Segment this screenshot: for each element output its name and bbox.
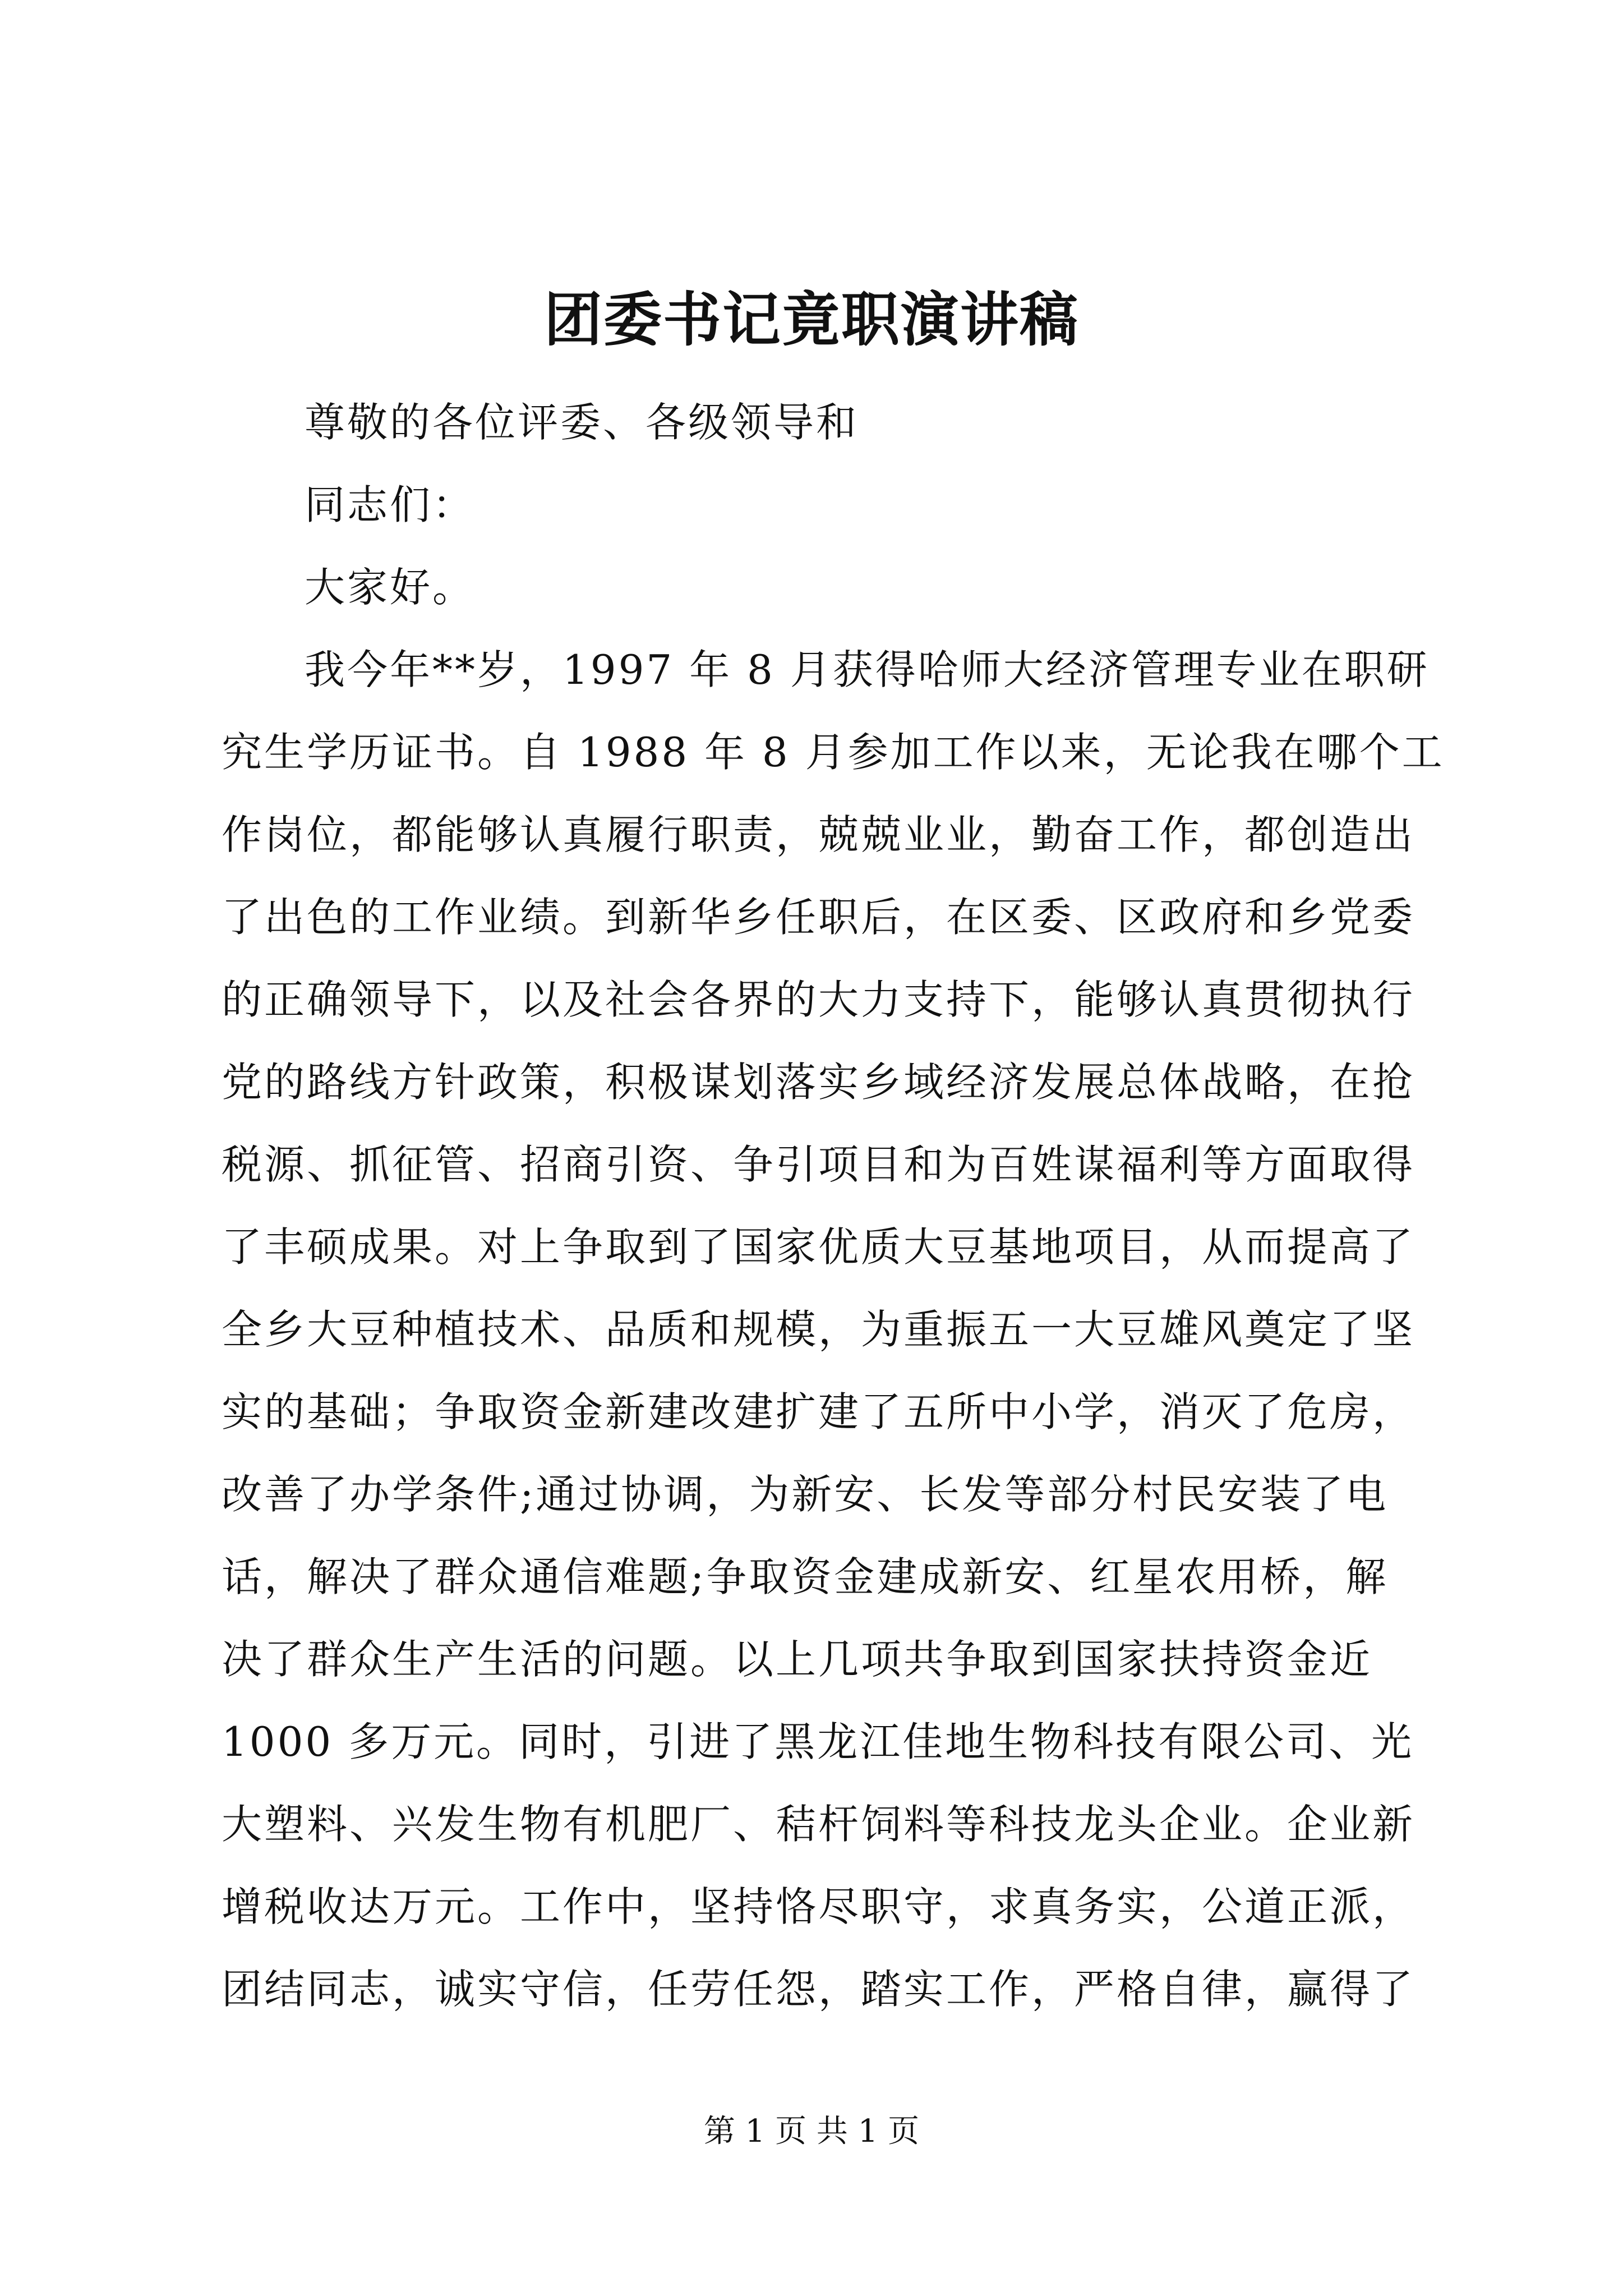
salutation-line: 尊敬的各位评委、各级领导和 <box>305 399 859 446</box>
paragraph-line: 改善了办学条件;通过协调，为新安、长发等部分村民安装了电 <box>222 1471 1389 1518</box>
paragraph-line: 了出色的工作业绩。到新华乡任职后，在区委、区政府和乡党委 <box>222 894 1415 941</box>
page-footer: 第 1 页 共 1 页 <box>703 2113 920 2150</box>
salutation-line: 同志们： <box>305 481 476 528</box>
paragraph-line: 团结同志，诚实守信，任劳任怨，踏实工作，严格自律，赢得了 <box>222 1966 1415 2013</box>
paragraph-line: 究生学历证书。自 1988 年 8 月参加工作以来，无论我在哪个工 <box>222 729 1445 776</box>
paragraph-line: 的正确领导下，以及社会各界的大力支持下，能够认真贯彻执行 <box>222 976 1415 1023</box>
paragraph-line: 实的基础；争取资金新建改建扩建了五所中小学，消灭了危房， <box>222 1388 1415 1435</box>
paragraph-line: 税源、抓征管、招商引资、争引项目和为百姓谋福利等方面取得 <box>222 1141 1415 1188</box>
paragraph-line: 大塑料、兴发生物有机肥厂、秸杆饲料等科技龙头企业。企业新 <box>222 1801 1415 1848</box>
document-body <box>222 381 1445 2031</box>
paragraph-line: 话，解决了群众通信难题;争取资金建成新安、红星农用桥，解 <box>222 1553 1389 1600</box>
greeting-line: 大家好。 <box>305 564 476 611</box>
paragraph-line: 全乡大豆种植技术、品质和规模，为重振五一大豆雄风奠定了坚 <box>222 1306 1415 1353</box>
paragraph-line: 作岗位，都能够认真履行职责，兢兢业业，勤奋工作，都创造出 <box>222 811 1415 858</box>
paragraph-line: 党的路线方针政策，积极谋划落实乡域经济发展总体战略，在抢 <box>222 1059 1415 1106</box>
paragraph-line: 了丰硕成果。对上争取到了国家优质大豆基地项目，从而提高了 <box>222 1223 1415 1271</box>
paragraph-line: 决了群众生产生活的问题。以上几项共争取到国家扶持资金近 <box>222 1636 1373 1683</box>
paragraph-line: 增税收达万元。工作中，坚持恪尽职守，求真务实，公道正派， <box>222 1883 1415 1930</box>
paragraph-line: 我今年**岁，1997 年 8 月获得哈师大经济管理专业在职研 <box>305 646 1430 693</box>
paragraph-line: 1000 多万元。同时，引进了黑龙江佳地生物科技有限公司、光 <box>222 1718 1414 1765</box>
document-title: 团委书记竟职演讲稿 <box>543 285 1079 354</box>
